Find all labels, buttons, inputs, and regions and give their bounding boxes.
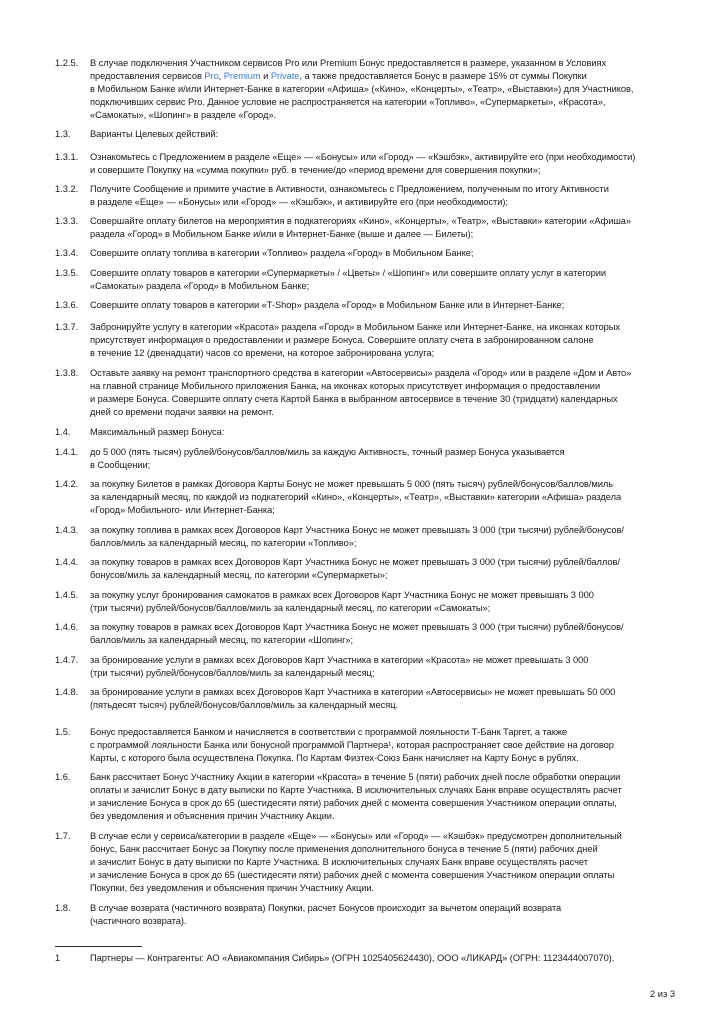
text-line: Совершайте оплату билетов на мероприятия в подкатегориях «Кино», «Концерты», «Театр», «Выставки» категории «Афиша» xyxy=(90,216,632,226)
text-line: Карты, с которого была осуществлена Покупка. По Картам Физтех-Союз Банк начисляет на Карту Бонус в рублях. xyxy=(90,752,579,763)
clause-1-3 xyxy=(55,128,675,141)
clause-1-7 xyxy=(55,830,675,895)
clause-text xyxy=(90,589,675,615)
clause-number: 1.3.7. xyxy=(55,322,79,332)
clause-text xyxy=(90,128,675,141)
clause-text xyxy=(90,478,675,517)
text-line: с программой лояльности Банка или бонусной программой Партнера¹, которая распространяет свое действие на договор xyxy=(90,739,614,750)
link-pro[interactable]: Pro xyxy=(204,70,219,81)
text-line: до 5 000 (пять тысяч) рублей/бонусов/баллов/миль за каждую Активность, точный размер Бонуса указывается xyxy=(90,447,565,457)
clause-number: 1.3.8. xyxy=(55,368,79,378)
clause-number: 1.3.1. xyxy=(55,152,79,162)
footnote-number: 1 xyxy=(55,953,61,963)
text-line: (частичного возврата). xyxy=(90,915,187,926)
clause-1-4-8 xyxy=(55,686,675,712)
text-line: Совершите оплату топлива в категории «Топливо» раздела «Город» в Мобильном Банке; xyxy=(90,248,474,258)
text-line: В случае подключения Участником сервисов Pro или Premium Бонус предоставляется в размере, указанном в Условиях xyxy=(90,58,607,68)
text-line: подключивших сервис Pro. Данное условие не распространяется на категории «Топливо», «Супермаркеты», «Красота», xyxy=(90,96,606,107)
footnote-divider xyxy=(55,946,142,947)
text-line: и размере Бонуса. Совершите оплату счета Картой Банка в выбранном автосервисе в течение 30 (тридцати) календарных xyxy=(90,393,618,404)
text-line: за покупку услуг бронирования самокатов в рамках всех Договоров Карт Участника Бонус не может превышать 3 000 xyxy=(90,590,594,600)
clause-text xyxy=(90,183,675,209)
clause-1-2-5 xyxy=(55,57,675,122)
clause-text xyxy=(90,57,675,122)
clause-number: 1.4.4. xyxy=(55,557,79,567)
clause-1-4-1 xyxy=(55,446,675,472)
text-line: Совершите оплату товаров в категории «T-Shop» раздела «Город» в Мобильном Банке или в Интернет-Банке; xyxy=(90,300,565,310)
clause-1-3-7 xyxy=(55,321,675,360)
text-line: баллов/миль за календарный месяц, по категории «Шопинг»; xyxy=(90,634,354,645)
clause-text xyxy=(90,902,675,928)
text-line: за покупку топлива в рамках всех Договоров Карт Участника Бонус не может превышать 3 000 (три тысячи) рублей/бонусов/ xyxy=(90,525,624,535)
text-line: за бронирование услуги в рамках всех Договоров Карт Участника в категории «Автосервисы» не может превышать 50 000 xyxy=(90,687,616,697)
clause-text xyxy=(90,556,675,582)
clause-text xyxy=(90,726,675,765)
text-line: за покупку Билетов в рамках Договора Карты Бонус не может превышать 5 000 (пять тысяч) рублей/бонусов/баллов/миль xyxy=(90,479,614,489)
text-line: и зачисление Бонуса в срок до 65 (шестидесяти пяти) рабочих дней с момента совершения Участником операции оплаты, xyxy=(90,797,617,808)
text-line: Банк рассчитает Бонус Участнику Акции в категории «Красота» в течение 5 (пяти) рабочих дней после обработки операции xyxy=(90,772,621,782)
clause-1-4-7 xyxy=(55,654,675,680)
text-line: Совершите оплату товаров в категории «Супермаркеты» / «Цветы» / «Шопинг» или совершите оплату услуг в категории xyxy=(90,268,607,278)
clause-number: 1.3.2. xyxy=(55,184,79,194)
clause-number: 1.4. xyxy=(55,427,71,437)
clause-1-3-5 xyxy=(55,267,675,293)
clause-1-3-6 xyxy=(55,299,675,312)
clause-1-4-2 xyxy=(55,478,675,517)
clause-1-3-3 xyxy=(55,215,675,241)
page-number: 2 из 3 xyxy=(650,989,675,999)
clause-number: 1.5. xyxy=(55,727,71,737)
clause-number: 1.3.5. xyxy=(55,268,79,278)
footnote-text: Партнеры — Контрагенты: АО «Авиакомпания Сибирь» (ОГРН 1025405624430), ООО «ЛИКАРД» (ОГРН: 1123444007070). xyxy=(90,953,615,963)
text-line: на главной странице Мобильного приложения Банка, на иконках которых присутствует информация о предоставлении xyxy=(90,380,601,391)
clause-text xyxy=(90,321,675,360)
text-line: раздела «Город» в Мобильном Банке и/или в Интернет-Банке (выше и далее — Билеты); xyxy=(90,228,474,239)
text-line: (три тысячи) рублей/бонусов/баллов/миль за календарный месяц, по категории «Самокаты»; xyxy=(90,602,491,613)
text-line: в течение 12 (двенадцати) часов со времени, на которое забронирована услуга; xyxy=(90,347,435,358)
clause-number: 1.6. xyxy=(55,772,71,782)
text-line: оплаты и зачислит Бонус в дату выписки по Карте Участника. В исключительных случаях Банк вправе осуществлять расчет xyxy=(90,784,622,795)
clause-text xyxy=(90,654,675,680)
text-line: за покупку товаров в рамках всех Договоров Карт Участника Бонус не может превышать 3 000 (три тысячи) рублей/баллов/ xyxy=(90,557,620,567)
clause-text xyxy=(90,267,675,293)
text-line: Получите Сообщение и примите участие в Активности, ознакомьтесь с Предложением, полученным по итогу Активности xyxy=(90,184,609,194)
text-line: в Сообщении; xyxy=(90,459,151,470)
clause-number: 1.3.3. xyxy=(55,216,79,226)
clause-number: 1.4.7. xyxy=(55,655,79,665)
text-line: за календарный месяц, по каждой из подкатегорий «Кино», «Концерты», «Театр», «Выставки» категории «Афиша» раздела xyxy=(90,491,622,502)
clause-number: 1.3.6. xyxy=(55,300,79,310)
clause-text xyxy=(90,686,675,712)
clause-number: 1.4.6. xyxy=(55,622,79,632)
text-line: В случае возврата (частичного возврата) Покупки, расчет Бонусов происходит за вычетом операций возврата xyxy=(90,903,562,913)
text-line: бонусов/миль за календарный месяц, по категории «Супермаркеты»; xyxy=(90,569,388,580)
clause-1-4-6 xyxy=(55,621,675,647)
text-line: Покупки, без уведомления и объяснения причин Участнику Акции. xyxy=(90,882,375,893)
clause-text xyxy=(90,151,675,177)
clause-text xyxy=(90,446,675,472)
text-line: Бонус предоставляется Банком и начисляется в соответствии с программой лояльности Т-Банк Таргет, а также xyxy=(90,727,568,737)
clause-text xyxy=(90,621,675,647)
text-line: баллов/миль за календарный месяц, по категории «Топливо»; xyxy=(90,537,357,548)
clause-1-3-1 xyxy=(55,151,675,177)
text-line: бонус, Банк рассчитает Бонус за Покупку после применения дополнительного бонуса в течение 5 (пяти) рабочих дней xyxy=(90,843,598,854)
clause-number: 1.8. xyxy=(55,903,71,913)
text-line: без уведомления и объяснения причин Участнику Акции. xyxy=(90,810,335,821)
text-line: присутствует информация о предоставлении и размере Бонуса. Совершите оплату счета в забронированном салоне xyxy=(90,334,594,345)
clause-1-3-2 xyxy=(55,183,675,209)
text-line: Оставьте заявку на ремонт транспортного средства в категории «Автосервисы» раздела «Город» или в разделе «Дом и Авто» xyxy=(90,368,632,378)
clause-text xyxy=(90,367,675,419)
clause-1-4-3 xyxy=(55,524,675,550)
clause-number: 1.4.3. xyxy=(55,525,79,535)
text-line: «Самокаты», «Шопинг» в разделе «Город». xyxy=(90,109,277,120)
text-line: В случае если у сервиса/категории в разделе «Еще» — «Бонусы» или «Город» — «Кэшбэк» предусмотрен дополнительный xyxy=(90,831,622,841)
clause-text xyxy=(90,247,675,260)
text-line: Забронируйте услугу в категории «Красота» раздела «Город» в Мобильном Банке или Интернет-Банке, на иконках которых xyxy=(90,322,621,332)
text-line: (пятьдесят тысяч) рублей/бонусов/баллов/миль за календарный месяц. xyxy=(90,699,399,710)
clause-number: 1.3. xyxy=(55,129,71,139)
footnote xyxy=(55,952,675,965)
clause-1-3-8 xyxy=(55,367,675,419)
text-line: «Город» Мобильного- или Интернет-Банка; xyxy=(90,504,275,515)
clause-1-8 xyxy=(55,902,675,928)
clause-1-4-4 xyxy=(55,556,675,582)
text-line: и совершите Покупку на «сумма покупки» руб. в течение/до «период времени для совершения покупки»; xyxy=(90,164,541,175)
clause-text xyxy=(90,524,675,550)
link-premium[interactable]: Premium xyxy=(223,70,261,81)
clause-number: 1.4.5. xyxy=(55,590,79,600)
clause-number: 1.4.2. xyxy=(55,479,79,489)
clause-text xyxy=(90,299,675,312)
text-line: Ознакомьтесь с Предложением в разделе «Еще» — «Бонусы» или «Город» — «Кэшбэк», активируйте его (при необходимости) xyxy=(90,152,636,162)
clause-text xyxy=(90,215,675,241)
text-line: дней со времени подачи заявки на ремонт. xyxy=(90,406,274,417)
clause-1-6 xyxy=(55,771,675,823)
clause-number: 1.3.4. xyxy=(55,248,79,258)
text-line: и зачислит Бонус в дату выписки по Карте Участника. В исключительных случаях Банк вправе осуществлять расчет xyxy=(90,856,588,867)
link-private[interactable]: Private xyxy=(270,70,300,81)
text-line: Варианты Целевых действий: xyxy=(90,129,219,139)
clause-text xyxy=(90,426,675,439)
text-line: в разделе «Еще» — «Бонусы» или «Город» — «Кэшбэк», и активируйте его (при необходимости); xyxy=(90,196,508,207)
clause-number: 1.4.1. xyxy=(55,447,79,457)
clause-text xyxy=(90,830,675,895)
text-line: предоставления сервисов Pro, Premium и Private, а также предоставляется Бонус в размере 15% от суммы Покупки xyxy=(90,70,587,81)
clause-number: 1.4.8. xyxy=(55,687,79,697)
text-line: Максимальный размер Бонуса: xyxy=(90,427,225,437)
clause-1-3-4 xyxy=(55,247,675,260)
clause-1-4-5 xyxy=(55,589,675,615)
text-line: за покупку товаров в рамках всех Договоров Карт Участника Бонус не может превышать 3 000 (три тысячи) рублей/бонусов/ xyxy=(90,622,624,632)
text-line: в Мобильном Банке и/или Интернет-Банке в категории «Афиша» («Кино», «Концерты», «Театр», «Выставки») для Участников, xyxy=(90,83,634,94)
clause-number: 1.7. xyxy=(55,831,71,841)
clause-1-4 xyxy=(55,426,675,439)
text-line: за бронирование услуги в рамках всех Договоров Карт Участника в категории «Красота» не может превышать 3 000 xyxy=(90,655,589,665)
clause-text xyxy=(90,771,675,823)
clause-number: 1.2.5. xyxy=(55,58,79,68)
clause-1-5 xyxy=(55,726,675,765)
text-line: и зачисление Бонуса в срок до 65 (шестидесяти пяти) рабочих дней с момента совершения Участником операции оплаты xyxy=(90,869,615,880)
text-line: «Самокаты» раздела «Город» в Мобильном Банке; xyxy=(90,280,310,291)
text-line: (три тысячи) рублей/бонусов/баллов/миль за календарный месяц; xyxy=(90,667,375,678)
